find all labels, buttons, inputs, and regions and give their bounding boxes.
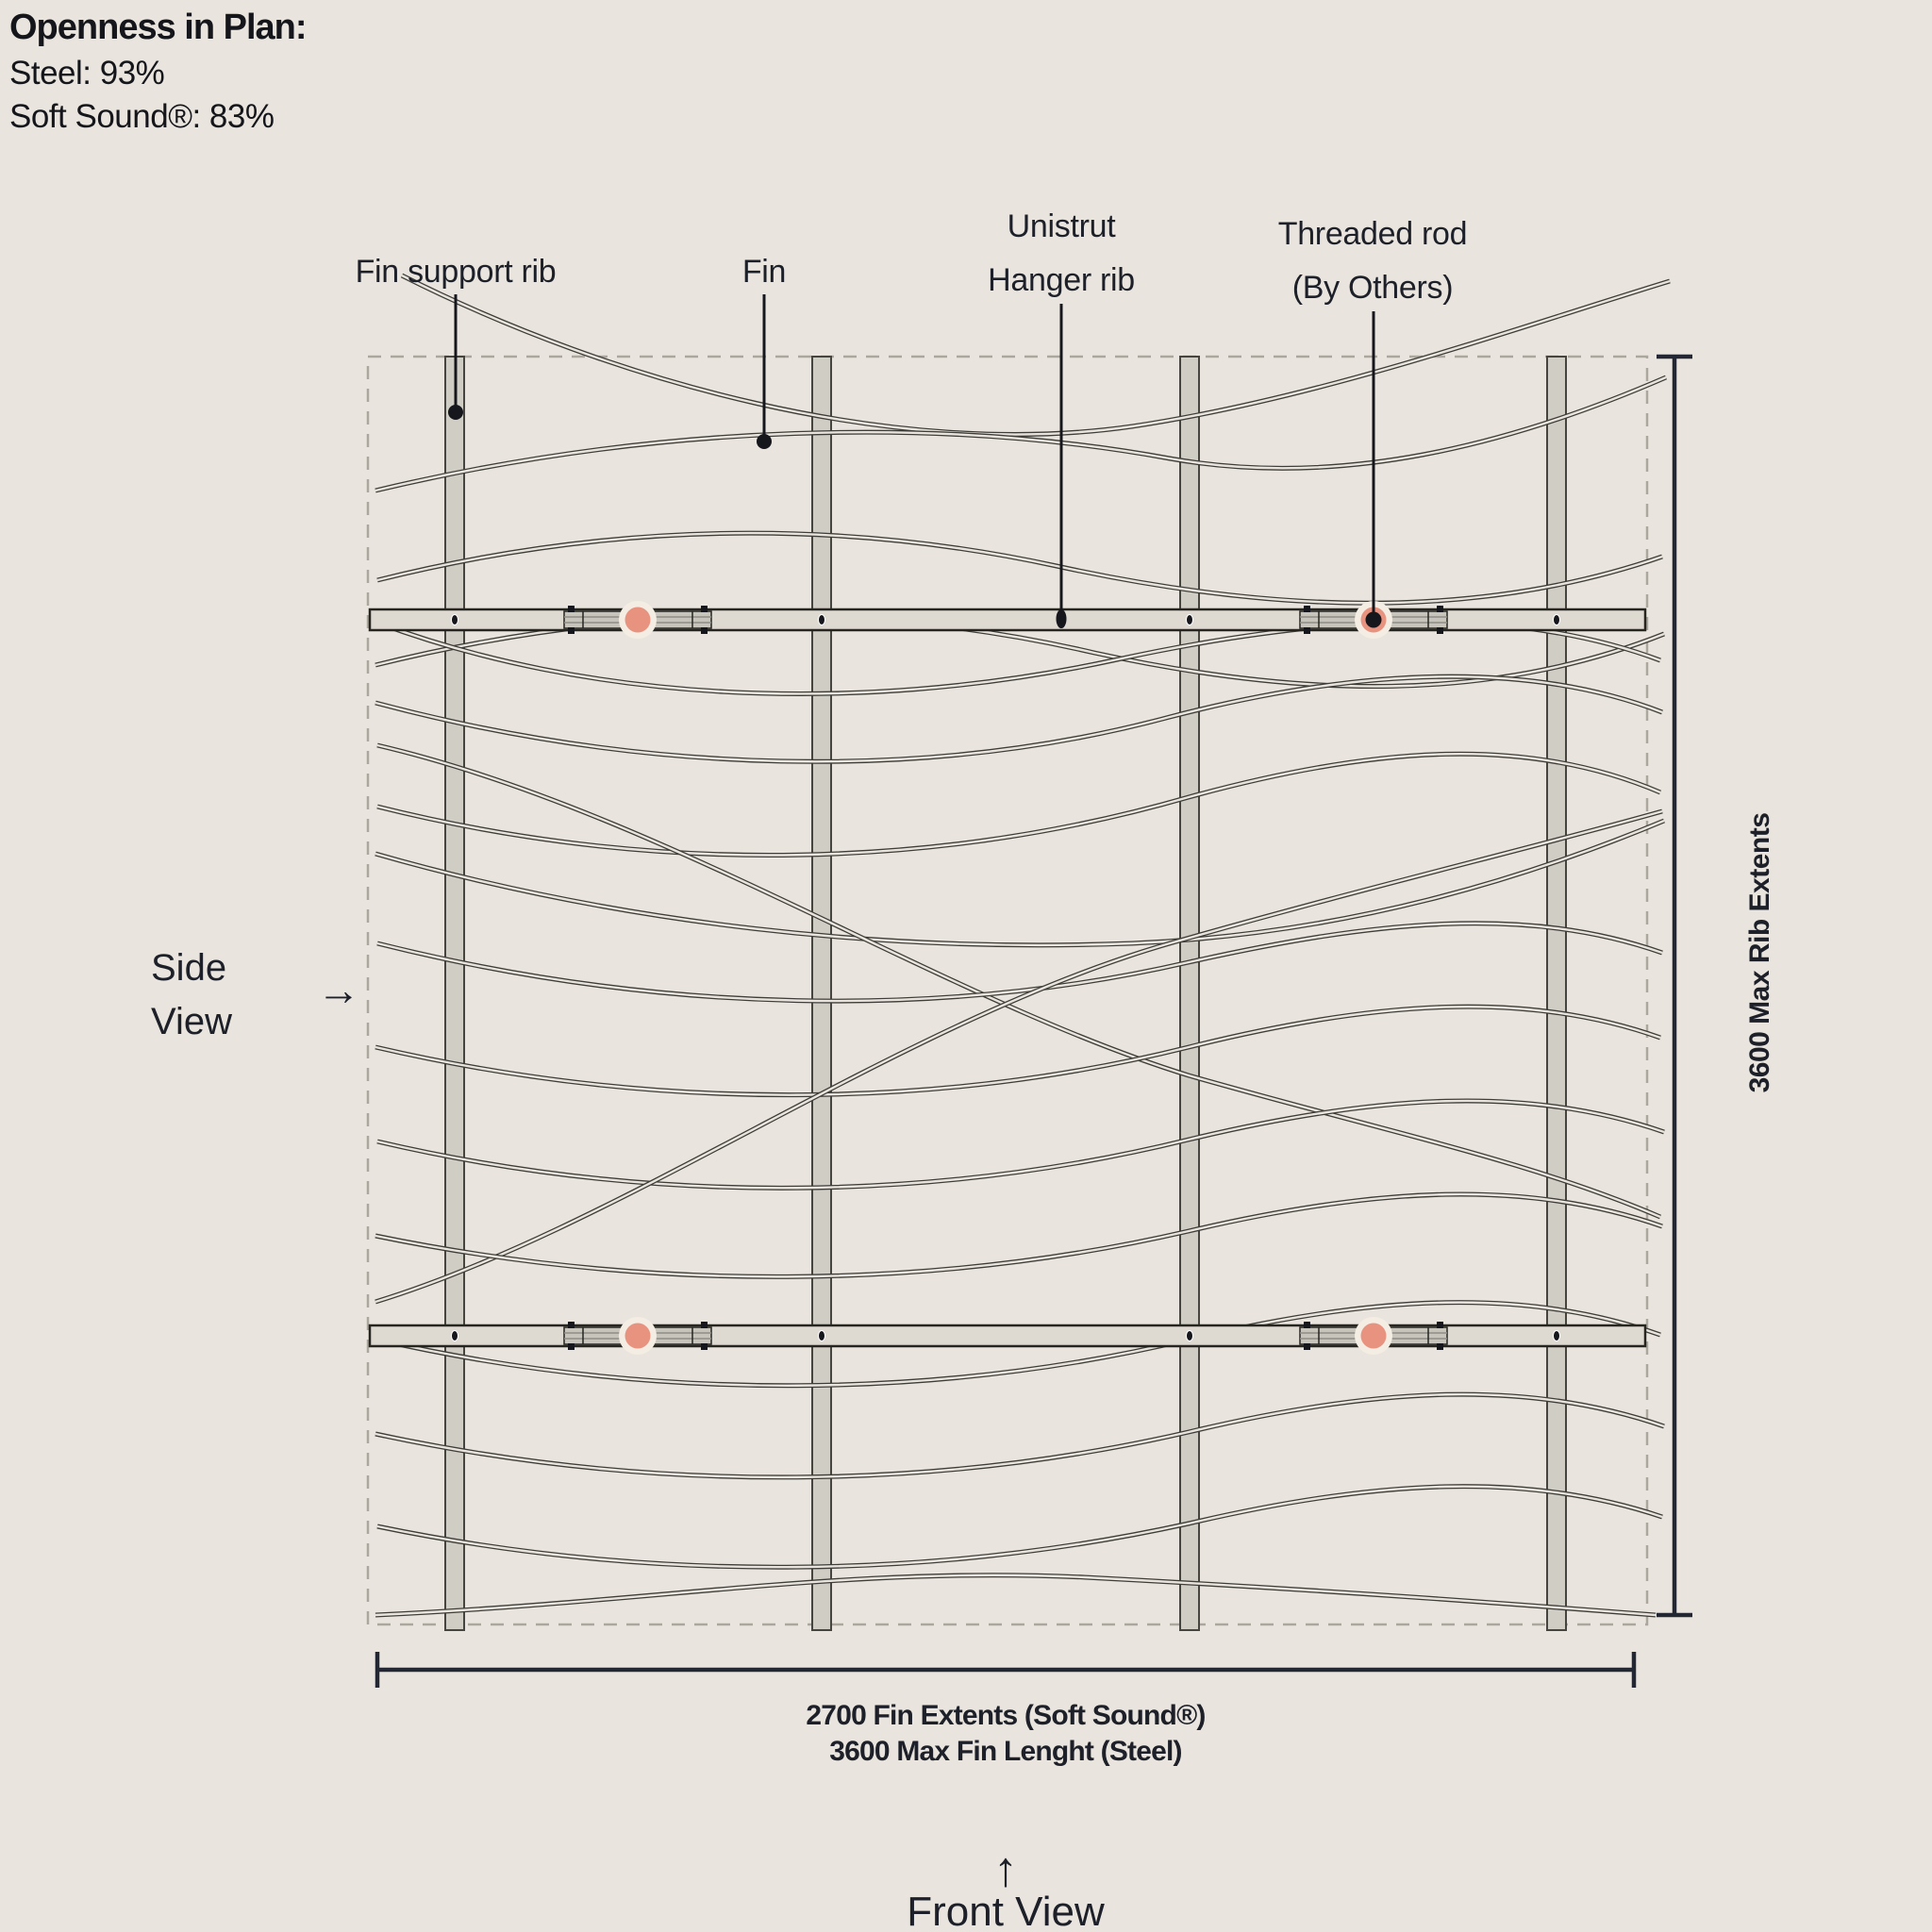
fin-curve <box>375 1575 1656 1615</box>
fin-curve-core <box>375 1394 1664 1477</box>
bracket-bolt <box>701 1343 708 1350</box>
rail-rib-bolt <box>1187 615 1193 625</box>
arrow-up-icon: ↑ <box>993 1842 1018 1897</box>
label-unistrut-line2: Hanger rib <box>988 262 1135 298</box>
rail-rib-bolt <box>1554 615 1560 625</box>
bracket-bolt <box>701 1322 708 1328</box>
bracket-bolt <box>1437 1343 1443 1350</box>
label-threaded-rod-line2: (By Others) <box>1291 270 1454 306</box>
leader-dot <box>757 434 772 449</box>
label-unistrut-line1: Unistrut <box>1007 208 1116 244</box>
fin-support-rib <box>1180 357 1199 1630</box>
fin-curve-core <box>377 1101 1664 1188</box>
page-title: Openness in Plan: <box>9 8 307 47</box>
bracket-bolt <box>1437 606 1443 612</box>
leader-dot <box>448 405 463 420</box>
fin-curve-core <box>375 1575 1656 1615</box>
bracket-bolt <box>1437 627 1443 634</box>
fin-support-rib <box>445 357 464 1630</box>
rail-rib-bolt <box>819 615 825 625</box>
label-side-view <box>151 941 232 1049</box>
label-fin: Fin <box>741 254 787 290</box>
bracket-bolt <box>568 606 575 612</box>
dimension-right-label: 3600 Max Rib Extents <box>1744 812 1775 1093</box>
fin-support-rib <box>812 357 831 1630</box>
threaded-rod-marker <box>1366 612 1382 628</box>
bracket-bolt <box>1304 1322 1310 1328</box>
bracket-bolt <box>701 627 708 634</box>
fin-curve <box>377 924 1662 1001</box>
rail-rib-bolt <box>452 615 458 625</box>
fin-curve <box>377 1487 1662 1568</box>
dimension-bottom-line2: 3600 Max Fin Lenght (Steel) <box>829 1736 1182 1767</box>
label-fin-support-rib: Fin support rib <box>355 254 557 290</box>
unistrut-hanger-rail <box>370 609 1645 630</box>
fin-curve-core <box>375 676 1662 761</box>
threaded-rod-point <box>1361 1324 1387 1349</box>
openness-softsound-value: Soft Sound®: 83% <box>9 98 275 135</box>
bracket-bolt <box>701 606 708 612</box>
bracket-bolt <box>1304 606 1310 612</box>
fin-curve <box>375 811 1662 1302</box>
bracket-bolt <box>1437 1322 1443 1328</box>
label-threaded-rod <box>1278 208 1468 315</box>
openness-steel-value: Steel: 93% <box>9 55 165 92</box>
bracket-bolt <box>1304 627 1310 634</box>
bracket-bolt <box>568 1322 575 1328</box>
label-unistrut-hanger-rib <box>988 200 1135 308</box>
unistrut-hanger-rail <box>370 1325 1645 1346</box>
bracket-bolt <box>568 627 575 634</box>
fin-curve <box>375 821 1664 945</box>
label-front-view: Front View <box>907 1889 1105 1932</box>
rail-rib-bolt <box>1554 1331 1560 1341</box>
rail-rib-bolt <box>452 1331 458 1341</box>
rail-rib-bolt <box>1187 1331 1193 1341</box>
rail-rib-bolt <box>819 1331 825 1341</box>
arrow-right-icon: → <box>317 965 360 1014</box>
bracket-bolt <box>1304 1343 1310 1350</box>
threaded-rod-point <box>625 1324 651 1349</box>
fin-curve-core <box>377 533 1662 603</box>
bracket-bolt <box>568 1343 575 1350</box>
fin-curve-core <box>375 811 1662 1302</box>
fin-curve <box>375 1194 1662 1276</box>
dimension-bottom-line1: 2700 Fin Extents (Soft Sound®) <box>806 1700 1206 1731</box>
threaded-rod-point <box>625 608 651 633</box>
fin-curve-core <box>375 821 1664 945</box>
label-threaded-rod-line1: Threaded rod <box>1277 216 1468 252</box>
leader-dot <box>1057 609 1067 628</box>
fin-support-rib <box>1547 357 1566 1630</box>
label-side-view-line1: Side <box>151 947 227 989</box>
label-side-view-line2: View <box>151 1001 232 1042</box>
